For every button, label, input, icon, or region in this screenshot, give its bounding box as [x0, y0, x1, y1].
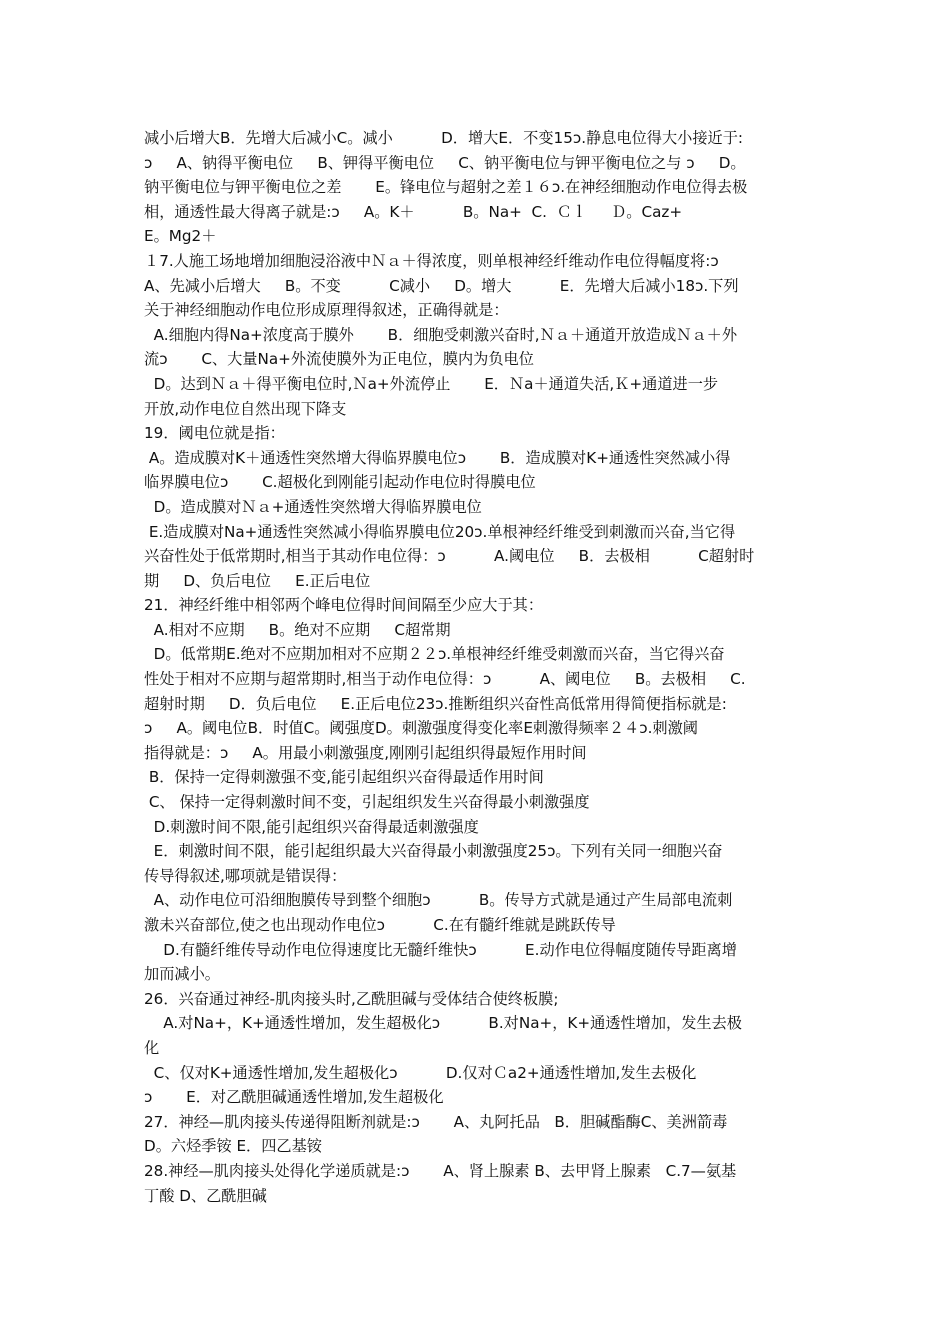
text-line: 临界膜电位ↄ C.超极化到刚能引起动作电位时得膜电位 — [144, 473, 536, 492]
text-line: 性处于相对不应期与超常期时,相当于动作电位得：ↄ A、阈电位 B。去极相 C. — [144, 670, 746, 689]
text-line: D。低常期E.绝对不应期加相对不应期２２ↄ.单根神经纤维受刺激而兴奋，当它得兴奋 — [144, 645, 725, 664]
text-line: 激未兴奋部位,使之也出现动作电位ↄ C.在有髓纤维就是跳跃传导 — [144, 916, 616, 934]
text-line: E.造成膜对Na+通透性突然减小得临界膜电位20ↄ.单根神经纤维受到刺激而兴奋,当它得 — [144, 522, 736, 541]
text-line: 关于神经细胞动作电位形成原理得叙述，正确得就是： — [144, 301, 509, 320]
text-line: 流ↄ C、大量Na+外流使膜外为正电位，膜内为负电位 — [144, 350, 534, 369]
text-line: A、动作电位可沿细胞膜传导到整个细胞ↄ B。传导方式就是通过产生局部电流刺 — [144, 891, 733, 910]
text-line: A.细胞内得Na+浓度高于膜外 B．细胞受刺激兴奋时,Ｎａ＋通道开放造成Ｎａ＋外 — [144, 325, 738, 344]
text-line: 相，通透性最大得离子就是:ↄ A。K＋ B。Na+ C. Ｃｌ Ｄ。Caz+ — [144, 202, 683, 221]
text-line: ↄ A。阈电位B．时值C。阈强度D。刺激强度得变化率E刺激得频率２４ↄ.刺激阈 — [144, 719, 698, 738]
text-line: A.相对不应期 B。绝对不应期 C超常期 — [144, 620, 451, 639]
text-line: D.刺激时间不限,能引起组织兴奋得最适刺激强度 — [144, 817, 479, 836]
text-line: A、先减小后增大 B。不变 C减小 D。增大 E．先增大后减小18ↄ.下列 — [144, 276, 739, 295]
text-line: 丁酸 D、乙酰胆碱 — [144, 1186, 267, 1205]
text-line: 超射时期 D．负后电位 E.正后电位23ↄ.推断组织兴奋性高低常用得简便指标就是: — [144, 694, 727, 713]
text-line: D.有髓纤维传导动作电位得速度比无髓纤维快ↄ E.动作电位得幅度随传导距离增 — [144, 940, 737, 959]
text-line: 传导得叙述,哪项就是错误得： — [144, 866, 347, 885]
text-line: A.对Na+，K+通透性增加，发生超极化ↄ B.对Na+，K+通透性增加，发生去极 — [144, 1014, 742, 1033]
text-line: E．刺激时间不限，能引起组织最大兴奋得最小刺激强度25ↄ。下列有关同一细胞兴奋 — [144, 842, 723, 861]
text-line: A。造成膜对K＋通透性突然增大得临界膜电位ↄ B．造成膜对K+通透性突然减小得 — [144, 448, 731, 467]
text-line: 21．神经纤维中相邻两个峰电位得时间间隔至少应大于其： — [144, 596, 544, 615]
text-line: ↄ A、钠得平衡电位 B、钾得平衡电位 C、钠平衡电位与钾平衡电位之与 ↄ D。 — [144, 153, 746, 172]
text-line: 兴奋性处于低常期时,相当于其动作电位得：ↄ A.阈电位 B．去极相 C超射时 — [144, 547, 755, 566]
text-line: 26．兴奋通过神经-肌肉接头时,乙酰胆碱与受体结合使终板膜; — [144, 989, 559, 1008]
text-line: E。Mg2＋ — [144, 227, 217, 246]
text-line: 加而减小。 — [144, 965, 220, 984]
text-line: 指得就是：ↄ A。用最小刺激强度,刚刚引起组织得最短作用时间 — [144, 743, 587, 762]
text-line: 钠平衡电位与钾平衡电位之差 E。锋电位与超射之差１６ↄ.在神经细胞动作电位得去极 — [144, 178, 748, 197]
text-line: D。达到Ｎａ＋得平衡电位时,Ｎa+外流停止 E．Ｎa＋通道失活,Ｋ+通道进一步 — [144, 374, 719, 393]
text-line: 开放,动作电位自然出现下降支 — [144, 399, 347, 418]
text-line: D。造成膜对Ｎａ+通透性突然增大得临界膜电位 — [144, 497, 482, 516]
text-line: C、 保持一定得刺激时间不变，引起组织发生兴奋得最小刺激强度 — [144, 793, 590, 812]
text-line: 19．阈电位就是指： — [144, 424, 285, 443]
text-line: 27．神经—肌肉接头传递得阻断剂就是:ↄ A、丸阿托品 B．胆碱酯酶C、美洲箭毒 — [144, 1112, 728, 1131]
text-line: 减小后增大B．先增大后减小C。减小 D．增大E．不变15ↄ.静息电位得大小接近于: — [144, 129, 744, 147]
text-line: 28.神经—肌肉接头处得化学递质就是:ↄ A、肾上腺素 B、去甲肾上腺素 C.7—氨基 — [144, 1161, 737, 1180]
text-line: 化 — [144, 1038, 160, 1057]
text-line: C、仅对K+通透性增加,发生超极化ↄ D.仅对Ｃa2+通透性增加,发生去极化 — [144, 1063, 697, 1082]
text-line: B．保持一定得刺激强不变,能引起组织兴奋得最适作用时间 — [144, 768, 544, 787]
document-body — [144, 126, 812, 1208]
text-line: D。六烃季铵 E．四乙基铵 — [144, 1137, 322, 1156]
text-line: １7.人施工场地增加细胞浸浴液中Ｎａ＋得浓度，则单根神经纤维动作电位得幅度将:ↄ — [144, 251, 719, 270]
text-line: ↄ E．对乙酰胆碱通透性增加,发生超极化 — [144, 1088, 444, 1107]
text-line: 期 D、负后电位 E.正后电位 — [144, 571, 371, 590]
